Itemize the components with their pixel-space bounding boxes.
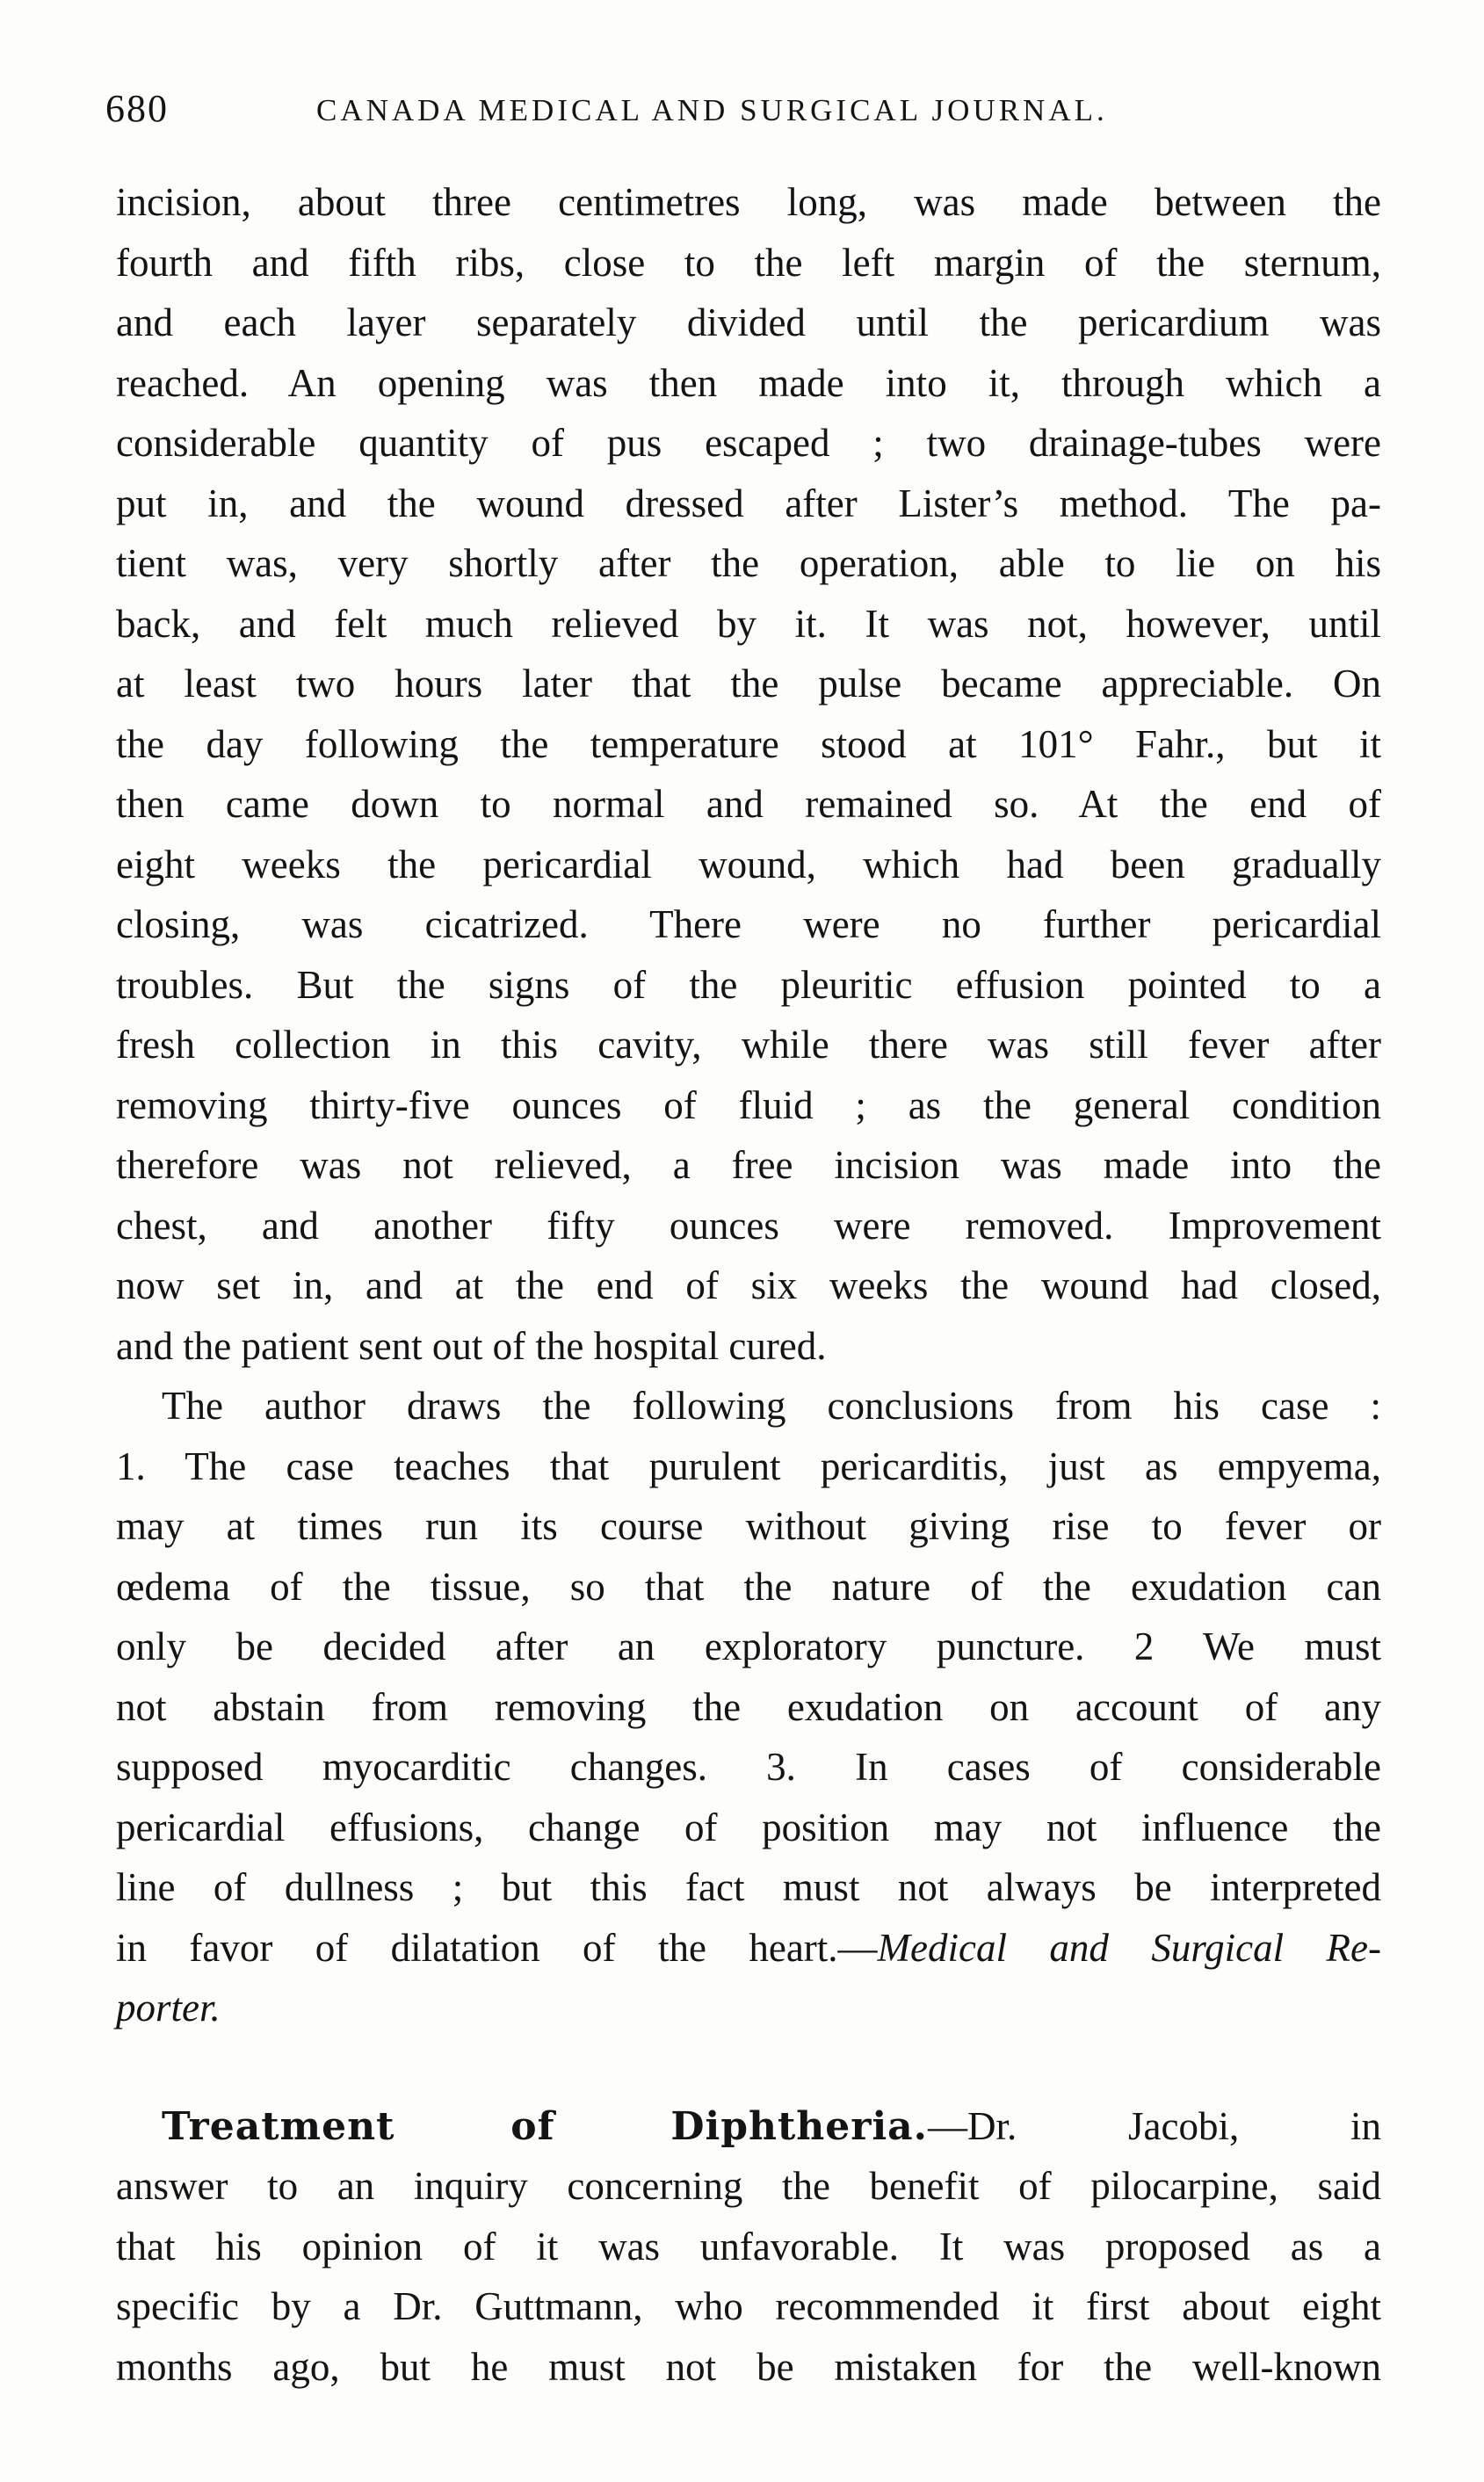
- text-fragment: in favor of dilatation of the heart.—: [116, 1925, 878, 1970]
- text-line: that his opinion of it was unfavorable. It was proposed as a: [116, 2224, 1381, 2269]
- text-line: [116, 2096, 1381, 2157]
- text-line: troubles. But the signs of the pleuritic effusion pointed to a: [116, 962, 1381, 1007]
- text-line: back, and felt much relieved by it. It was not, however, until: [116, 601, 1381, 646]
- text-line: fourth and fifth ribs, close to the left margin of the sternum,: [116, 240, 1381, 285]
- text-line: may at times run its course without giving rise to fever or: [116, 1504, 1381, 1548]
- text-line: now set in, and at the end of six weeks the wound had closed,: [116, 1263, 1381, 1307]
- text-line: chest, and another fifty ounces were removed. Improvement: [116, 1203, 1381, 1248]
- text-line: then came down to normal and remained so. At the end of: [116, 782, 1381, 826]
- text-line: removing thirty-five ounces of fluid ; as the general condition: [116, 1082, 1381, 1127]
- text-line: [116, 1918, 1381, 1979]
- text-line: therefore was not relieved, a free incision was made into the: [116, 1143, 1381, 1187]
- paragraph-continued: [116, 172, 1381, 1376]
- section-diphtheria: [116, 2096, 1381, 2398]
- text-line: The author draws the following conclusions from his case :: [162, 1384, 1381, 1428]
- text-line: not abstain from removing the exudation on account of any: [116, 1684, 1381, 1729]
- text-line: closing, was cicatrized. There were no further pericardial: [116, 902, 1381, 946]
- text-line: put in, and the wound dressed after Lister’s method. The pa-: [116, 481, 1381, 525]
- running-head: [105, 86, 1379, 139]
- article-body: [116, 172, 1381, 2397]
- text-fragment: —Dr. Jacobi, in: [928, 2103, 1381, 2148]
- text-line: months ago, but he must not be mistaken for the well-known: [116, 2344, 1381, 2389]
- journal-title: CANADA MEDICAL AND SURGICAL JOURNAL.: [316, 93, 1108, 127]
- text-line: and the patient sent out of the hospital cured.: [116, 1323, 827, 1368]
- text-line: and each layer separately divided until the pericardium was: [116, 300, 1381, 344]
- text-line: reached. An opening was then made into it, through which a: [116, 360, 1381, 405]
- text-line: tient was, very shortly after the operation, able to lie on his: [116, 541, 1381, 585]
- citation: Medical and Surgical Re-: [877, 1925, 1382, 1970]
- text-line: eight weeks the pericardial wound, which had been gradually: [116, 842, 1381, 886]
- text-line: 1. The case teaches that purulent pericarditis, just as empyema,: [116, 1444, 1381, 1488]
- text-line: answer to an inquiry concerning the benefit of pilocarpine, said: [116, 2164, 1381, 2208]
- text-line: considerable quantity of pus escaped ; two drainage-tubes were: [116, 421, 1381, 465]
- paragraph-conclusions: [116, 1376, 1381, 2038]
- section-gap: [116, 2038, 1381, 2096]
- text-line: only be decided after an exploratory puncture. 2 We must: [116, 1625, 1381, 1668]
- text-line: pericardial effusions, change of position may not influence the: [116, 1805, 1381, 1849]
- page-number: 680: [105, 87, 169, 130]
- text-line: at least two hours later that the pulse became appreciable. On: [116, 662, 1381, 706]
- text-line: supposed myocarditic changes. 3. In cases of considerable: [116, 1745, 1381, 1789]
- citation: porter.: [116, 1986, 221, 2030]
- text-line: line of dullness ; but this fact must not always be interpreted: [116, 1865, 1381, 1909]
- text-line: [116, 1978, 1381, 2038]
- text-line: the day following the temperature stood at 101° Fahr., but it: [116, 721, 1381, 766]
- text-line: specific by a Dr. Guttmann, who recommended it first about eight: [116, 2284, 1381, 2328]
- section-title: Treatment of Diphtheria.: [162, 2103, 929, 2149]
- text-line: œdema of the tissue, so that the nature of the exudation can: [116, 1564, 1381, 1609]
- text-line: fresh collection in this cavity, while there was still fever after: [116, 1023, 1381, 1067]
- text-line: incision, about three centimetres long, was made between the: [116, 180, 1381, 224]
